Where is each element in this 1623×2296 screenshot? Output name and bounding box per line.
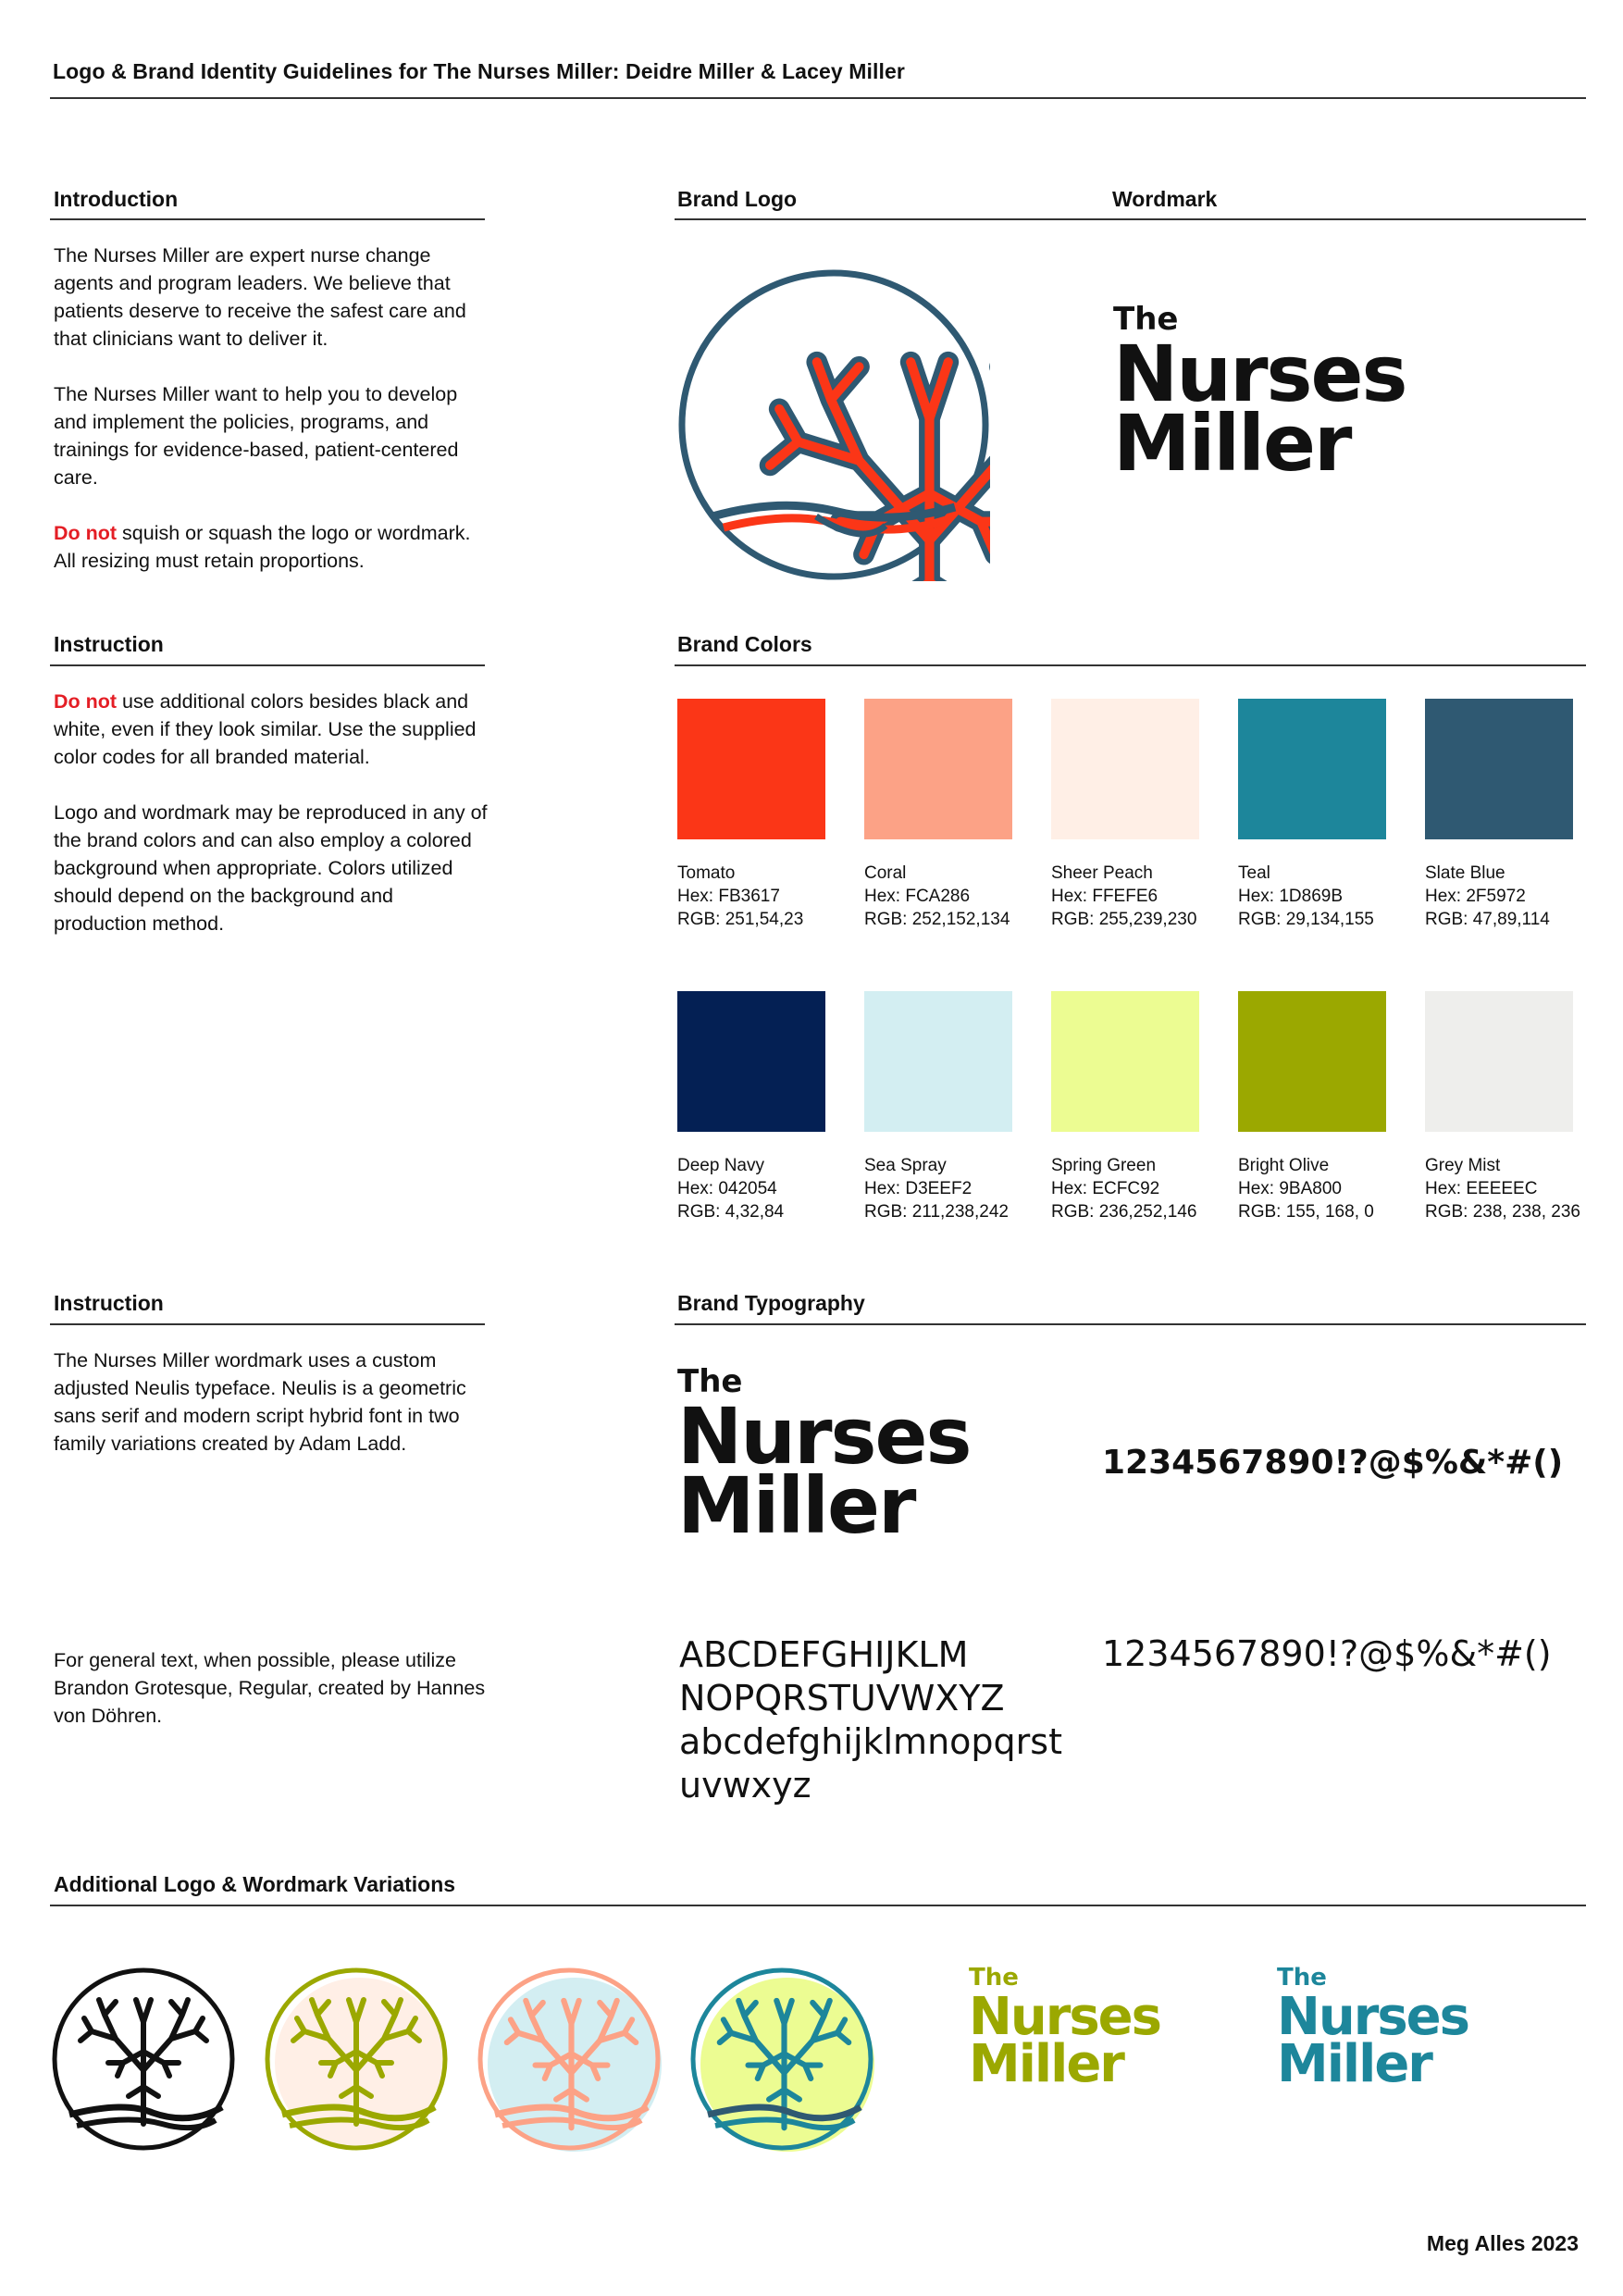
swatch-color-box <box>1238 699 1386 839</box>
swatch-color-box <box>864 699 1012 839</box>
instruction-text <box>54 688 489 965</box>
bold-glyph-sample: 1234567890!?@$%&*#() <box>1102 1444 1564 1482</box>
swatch-color-box <box>1425 991 1573 1132</box>
wordmark-teal-the: The <box>1277 1964 1327 1992</box>
color-swatch <box>864 699 1012 931</box>
wordmark-line-2: Miller <box>1113 398 1351 490</box>
uppercase-line-2: NOPQRSTUVWXYZ <box>679 1678 1005 1719</box>
regular-glyph-sample: 1234567890!?@$%&*#() <box>1102 1633 1552 1674</box>
introduction-rule <box>50 218 485 220</box>
swatch-rgb: RGB: 155, 168, 0 <box>1238 1202 1374 1222</box>
brand-logo-rule <box>675 218 1586 220</box>
general-text-instruction: For general text, when possible, please utilize Brandon Grotesque, Regular, created by Hannes von Döhren. <box>54 1649 486 1727</box>
swatch-info <box>1238 862 1386 931</box>
brand-colors-heading: Brand Colors <box>677 632 812 656</box>
intro-paragraph-2: The Nurses Miller want to help you to develop and implement the policies, programs, and trainings for evidence-based, patient-centered care. <box>54 383 459 489</box>
wordmark-teal-line-2: Miller <box>1277 2033 1431 2094</box>
intro-paragraph-1: The Nurses Miller are expert nurse change agents and program leaders. We believe that patients deserve to receive the safest care and that clinicians want to deliver it. <box>54 244 466 350</box>
color-swatch <box>1425 699 1573 931</box>
color-swatches <box>677 699 1593 1222</box>
swatch-rgb: RGB: 47,89,114 <box>1425 910 1550 929</box>
swatch-hex: Hex: FFEFE6 <box>1051 887 1158 906</box>
wordmark-the: The <box>1113 301 1179 338</box>
lowercase-line-1: abcdefghijklmnopqrst <box>679 1721 1062 1762</box>
swatch-info <box>1051 1154 1199 1223</box>
swatch-name: Bright Olive <box>1238 1156 1330 1175</box>
swatch-rgb: RGB: 211,238,242 <box>864 1202 1009 1222</box>
swatch-color-box <box>1051 991 1199 1132</box>
swatch-hex: Hex: EEEEEC <box>1425 1179 1538 1198</box>
swatch-name: Sheer Peach <box>1051 863 1153 883</box>
swatch-hex: Hex: D3EEF2 <box>864 1179 973 1198</box>
uppercase-line-1: ABCDEFGHIJKLM <box>679 1634 969 1675</box>
color-swatch <box>1238 699 1386 931</box>
swatch-info <box>677 862 825 931</box>
swatch-color-box <box>864 991 1012 1132</box>
typography-wordmark-the: The <box>677 1363 743 1400</box>
wordmark-heading: Wordmark <box>1112 187 1218 211</box>
swatch-rgb: RGB: 4,32,84 <box>677 1202 785 1222</box>
wordmark-teal-line-1: Nurses <box>1277 1987 1468 2048</box>
typography-wordmark <box>677 1363 971 1552</box>
variations-heading: Additional Logo & Wordmark Variations <box>54 1872 456 1896</box>
swatch-hex: Hex: FCA286 <box>864 887 971 906</box>
brand-typography-heading: Brand Typography <box>677 1291 865 1315</box>
swatch-name: Sea Spray <box>864 1156 947 1175</box>
typography-instruction-text: The Nurses Miller wordmark uses a custom adjusted Neulis typeface. Neulis is a geometric sans serif and modern script hybrid font in two family variations created by Adam Ladd. <box>54 1349 466 1455</box>
swatch-hex: Hex: ECFC92 <box>1051 1179 1160 1198</box>
swatch-info <box>864 862 1012 931</box>
logo-variation-black <box>51 1967 236 2152</box>
swatch-rgb: RGB: 255,239,230 <box>1051 910 1197 929</box>
logo-variation-coral <box>477 1967 666 2156</box>
color-swatch <box>677 699 825 931</box>
swatch-hex: Hex: 1D869B <box>1238 887 1344 906</box>
swatch-info <box>1425 1154 1580 1223</box>
swatch-color-box <box>1425 699 1573 839</box>
swatch-rgb: RGB: 251,54,23 <box>677 910 804 929</box>
variations-rule <box>50 1905 1586 1906</box>
swatch-rgb: RGB: 29,134,155 <box>1238 910 1374 929</box>
intro-warning: Do not <box>54 522 118 544</box>
swatch-name: Grey Mist <box>1425 1156 1501 1175</box>
brand-logo <box>677 268 990 581</box>
swatch-name: Teal <box>1238 863 1270 883</box>
swatch-hex: Hex: FB3617 <box>677 887 780 906</box>
swatch-rgb: RGB: 238, 238, 236 <box>1425 1202 1580 1222</box>
credit-footer: Meg Alles 2023 <box>1426 2231 1579 2255</box>
color-swatch <box>1051 699 1199 931</box>
swatch-info <box>1425 862 1573 931</box>
wordmark-variation-olive <box>969 1964 1160 2094</box>
color-swatch <box>1425 991 1580 1223</box>
wordmark-main <box>1113 301 1406 490</box>
instruction-paragraph-2: Logo and wordmark may be reproduced in any of the brand colors and can also employ a colored background when appropriate. Colors utilized should depend on the background and production method. <box>54 801 488 935</box>
swatch-rgb: RGB: 236,252,146 <box>1051 1202 1197 1222</box>
brand-colors-rule <box>675 664 1586 666</box>
wordmark-olive-line-1: Nurses <box>969 1987 1160 2048</box>
instruction-rule <box>50 664 485 666</box>
swatch-color-box <box>677 699 825 839</box>
brand-typography-rule <box>675 1323 1586 1325</box>
instruction-warning-text: use additional colors besides black and white, even if they look similar. Use the supplied color codes for all branded material. <box>54 690 477 768</box>
swatch-info <box>1051 862 1199 931</box>
typography-instruction-rule <box>50 1323 485 1325</box>
brand-logo-heading: Brand Logo <box>677 187 798 211</box>
wordmark-line-1: Nurses <box>1113 328 1406 419</box>
introduction-heading: Introduction <box>54 187 179 211</box>
instruction-warning: Do not <box>54 690 118 713</box>
swatch-rgb: RGB: 252,152,134 <box>864 910 1010 929</box>
typography-wordmark-line-2: Miller <box>677 1460 915 1552</box>
page-title: Logo & Brand Identity Guidelines for The Nurses Miller: Deidre Miller & Lacey Miller <box>53 59 905 83</box>
intro-warning-text: squish or squash the logo or wordmark. All resizing must retain proportions. <box>54 522 471 572</box>
color-swatch <box>864 991 1012 1223</box>
header-rule <box>50 97 1586 99</box>
swatch-name: Slate Blue <box>1425 863 1505 883</box>
wordmark-variation-teal <box>1277 1964 1468 2094</box>
color-swatch <box>1051 991 1199 1223</box>
instruction-heading: Instruction <box>54 632 164 656</box>
alphabet-sample <box>679 1633 1062 1807</box>
lowercase-line-2: uvwxyz <box>679 1765 812 1806</box>
swatch-hex: Hex: 2F5972 <box>1425 887 1526 906</box>
instruction-paragraph-1 <box>54 688 489 771</box>
logo-variation-olive <box>264 1967 449 2152</box>
swatch-info <box>1238 1154 1386 1223</box>
color-swatch <box>1238 991 1386 1223</box>
swatch-color-box <box>1238 991 1386 1132</box>
intro-paragraph-3 <box>54 519 489 575</box>
swatch-color-box <box>677 991 825 1132</box>
swatch-color-box <box>1051 699 1199 839</box>
swatch-info <box>864 1154 1012 1223</box>
swatch-name: Spring Green <box>1051 1156 1157 1175</box>
swatch-info <box>677 1154 825 1223</box>
wordmark-olive-line-2: Miller <box>969 2033 1123 2094</box>
swatch-name: Tomato <box>677 863 736 883</box>
color-swatch <box>677 991 825 1223</box>
typography-wordmark-line-1: Nurses <box>677 1390 971 1482</box>
logo-variation-teal <box>689 1967 879 2156</box>
wordmark-olive-the: The <box>969 1964 1019 1992</box>
swatch-name: Deep Navy <box>677 1156 764 1175</box>
typography-instruction-heading: Instruction <box>54 1291 164 1315</box>
swatch-hex: Hex: 042054 <box>677 1179 777 1198</box>
swatch-hex: Hex: 9BA800 <box>1238 1179 1342 1198</box>
swatch-name: Coral <box>864 863 907 883</box>
introduction-text <box>54 242 489 602</box>
